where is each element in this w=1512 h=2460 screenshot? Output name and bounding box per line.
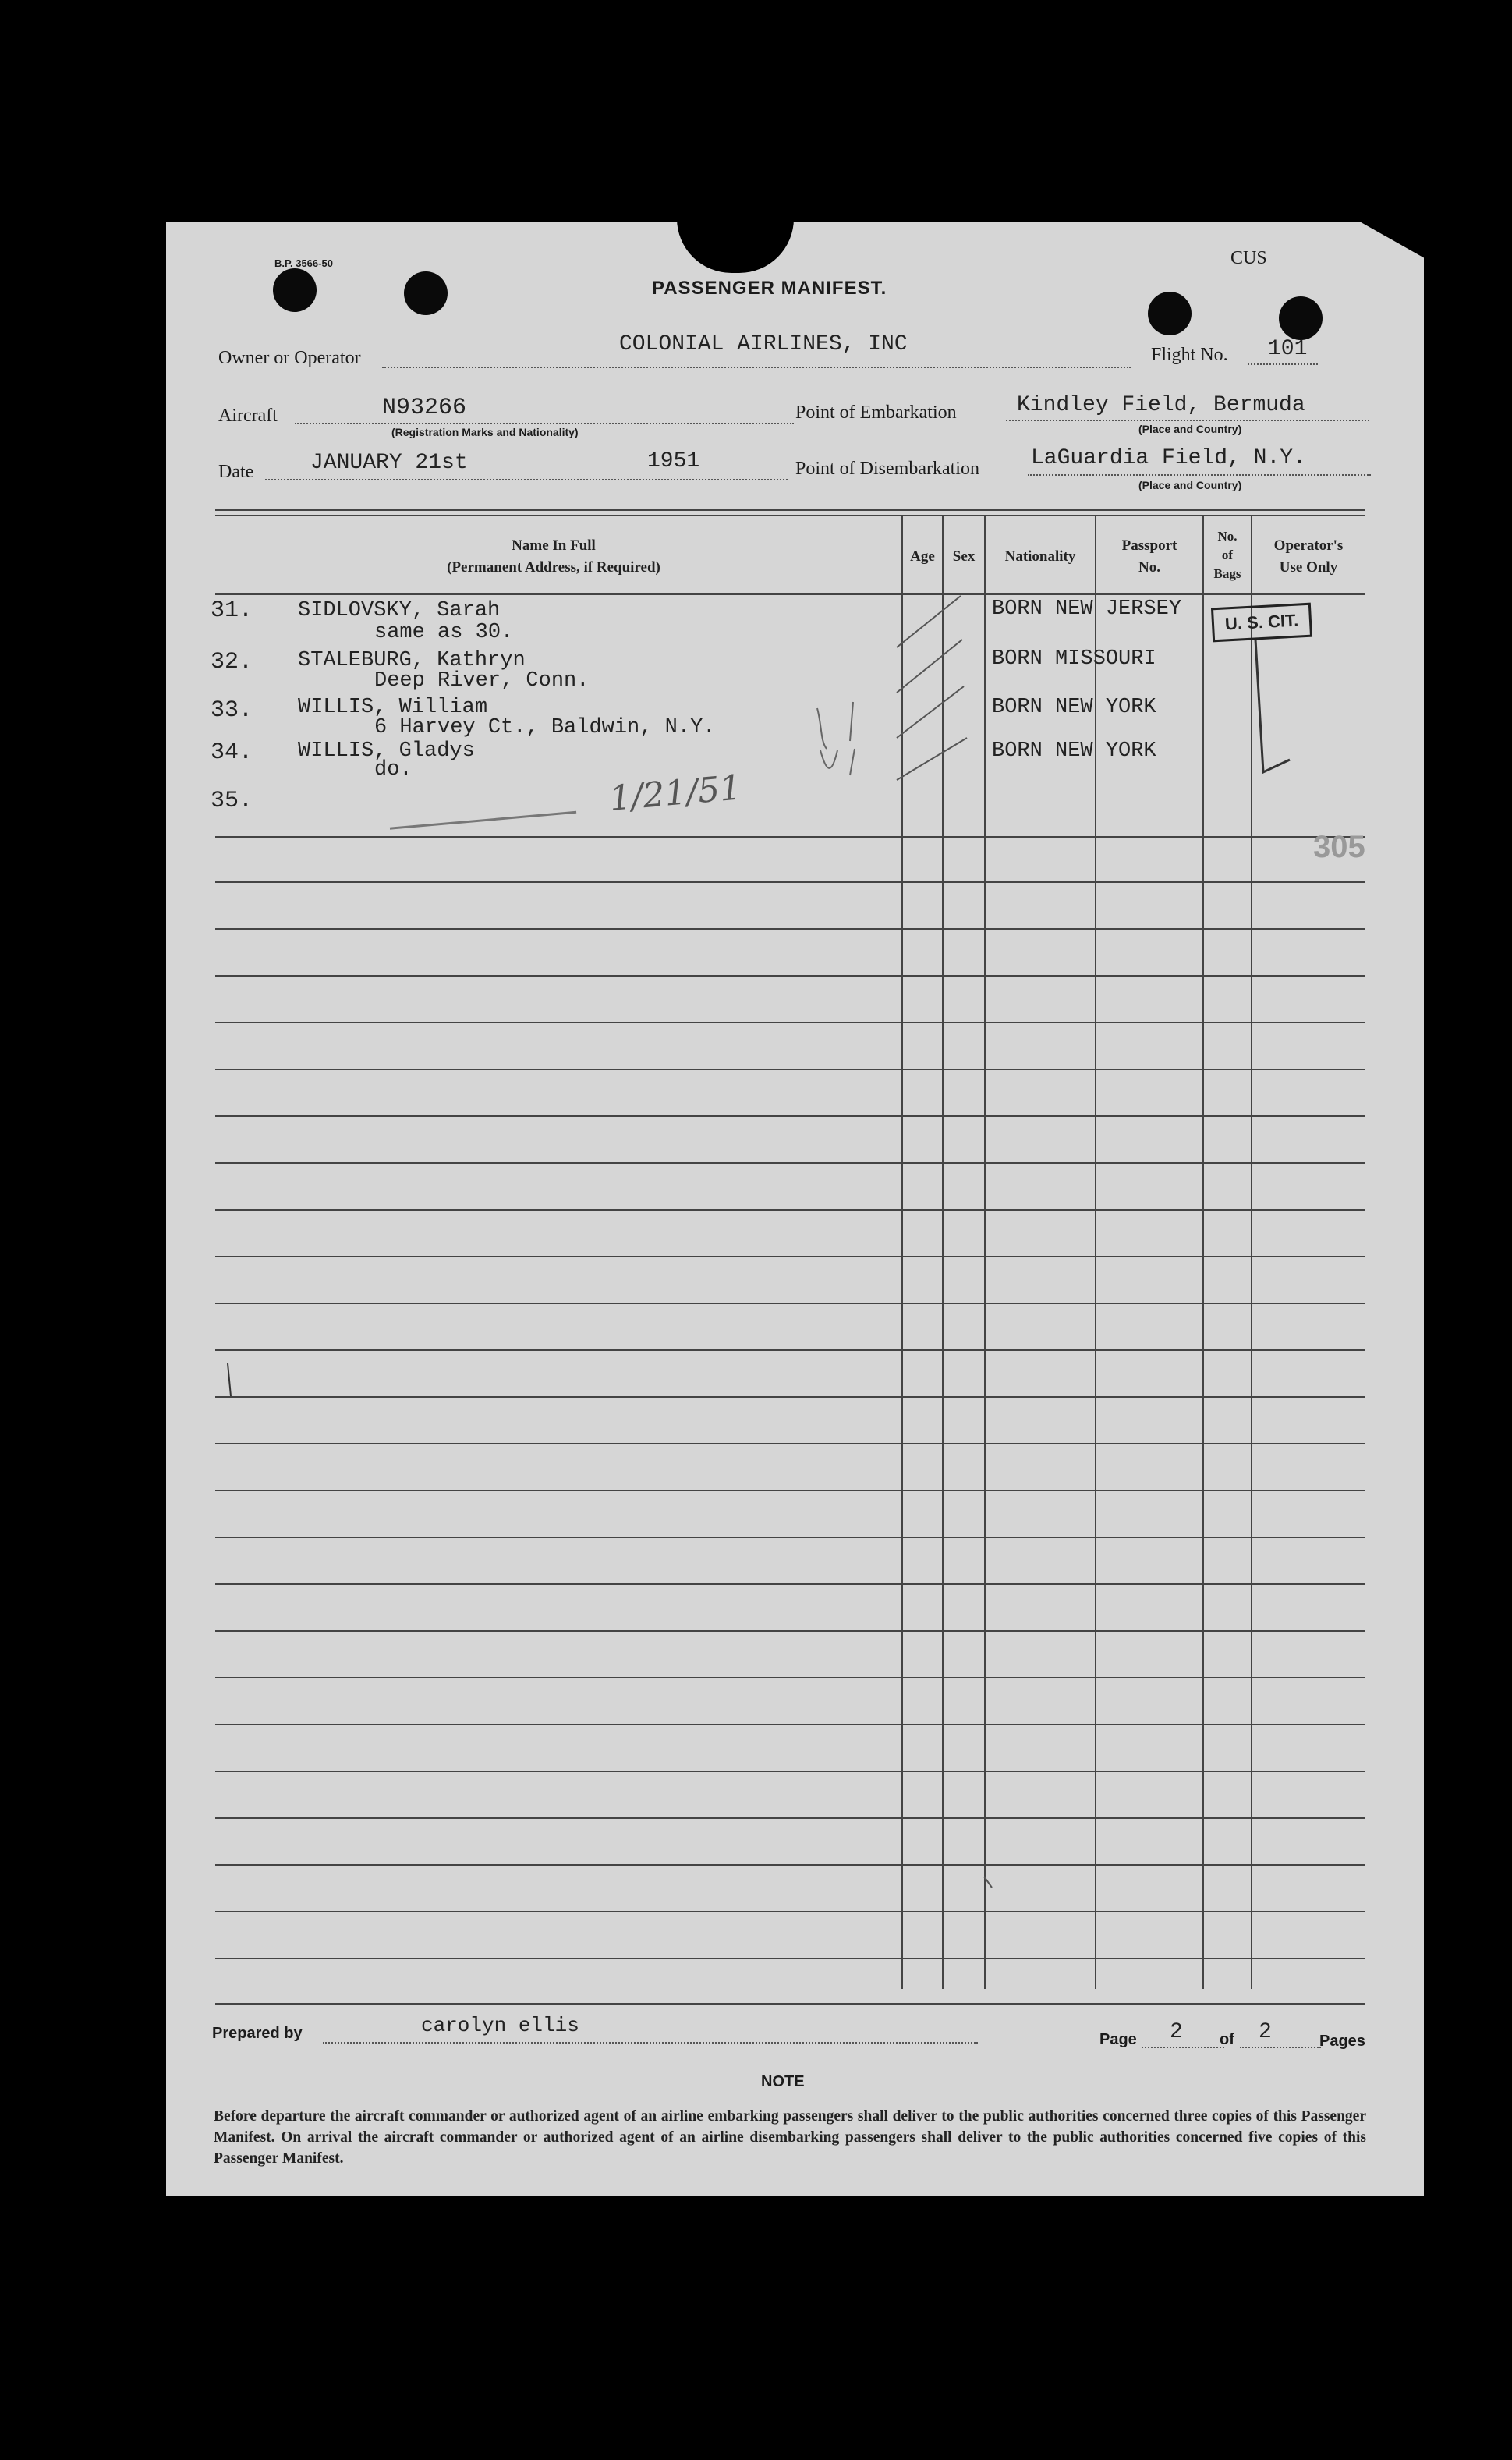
flight-label: Flight No. <box>1151 345 1228 365</box>
header-age: Age <box>910 548 935 565</box>
form-title: PASSENGER MANIFEST. <box>652 278 887 299</box>
row-number: 35. <box>211 788 253 814</box>
embark-label: Point of Embarkation <box>795 402 957 423</box>
passenger-nationality: BORN NEW YORK <box>992 696 1156 719</box>
date-label: Date <box>218 462 254 482</box>
prepared-line <box>323 2042 978 2044</box>
aircraft-value: N93266 <box>382 395 467 421</box>
passenger-address: same as 30. <box>374 621 514 644</box>
passenger-address: Deep River, Conn. <box>374 669 590 693</box>
page-label: Page <box>1099 2031 1137 2048</box>
side-number: 305 <box>1313 830 1365 864</box>
flight-value: 101 <box>1268 337 1308 361</box>
prepared-value: carolyn ellis <box>421 2014 579 2037</box>
row-number: 34. <box>211 739 253 766</box>
note-title: NOTE <box>761 2073 805 2090</box>
passenger-name: SIDLOVSKY, Sarah <box>298 599 501 622</box>
form-code: B.P. 3566-50 <box>274 257 333 269</box>
aircraft-sub: (Registration Marks and Nationality) <box>391 426 579 438</box>
note-text: Before departure the aircraft commander or authorized agent of an airline embarking passengers shall deliver to the public authorities concerned three copies of this Passenger Manifest. On arrival the aircraft commander or authorized agent of an airline disembarking passengers shall deliver to the public authorities concerned five copies of this Passenger Manifest. <box>214 2108 1366 2167</box>
date-value: JANUARY 21st <box>310 451 468 475</box>
passenger-name: WILLIS, Gladys <box>298 739 475 763</box>
header-bags: No. of Bags <box>1213 529 1241 581</box>
prepared-label: Prepared by <box>212 2025 303 2042</box>
embark-value: Kindley Field, Bermuda <box>1017 393 1305 417</box>
embark-sub: (Place and Country) <box>1138 423 1242 435</box>
page-line <box>1142 2047 1224 2048</box>
passenger-address: do. <box>374 758 413 782</box>
pages-label: Pages <box>1319 2033 1365 2050</box>
owner-value: COLONIAL AIRLINES, INC <box>619 332 908 356</box>
of-label: of <box>1220 2031 1234 2048</box>
disembark-label: Point of Disembarkation <box>795 459 979 479</box>
row-number: 31. <box>211 597 253 624</box>
row-number: 32. <box>211 649 253 675</box>
page-value: 2 <box>1170 2020 1183 2044</box>
passenger-address: 6 Harvey Ct., Baldwin, N.Y. <box>374 716 716 739</box>
corner-mark: CUS <box>1230 248 1267 268</box>
us-citizen-stamp: U. S. CIT. <box>1211 603 1312 643</box>
header-name: Name In Full (Permanent Address, if Required) <box>447 537 660 576</box>
row-number: 33. <box>211 697 253 724</box>
year-value: 1951 <box>647 449 700 473</box>
header-passport: Passport No. <box>1121 537 1177 576</box>
signature-mark <box>388 789 576 830</box>
passenger-nationality: BORN NEW JERSEY <box>992 597 1182 621</box>
header-nationality: Nationality <box>1004 548 1076 565</box>
passenger-name: WILLIS, William <box>298 696 488 719</box>
header-operator: Operator's Use Only <box>1273 537 1344 576</box>
aircraft-label: Aircraft <box>218 406 278 426</box>
signature-date: 1/21/51 <box>607 767 743 819</box>
disembark-value: LaGuardia Field, N.Y. <box>1031 446 1306 470</box>
header-sex: Sex <box>952 548 976 565</box>
passenger-name: STALEBURG, Kathryn <box>298 649 526 672</box>
owner-label: Owner or Operator <box>218 348 361 368</box>
passenger-nationality: BORN NEW YORK <box>992 739 1156 763</box>
disembark-sub: (Place and Country) <box>1138 479 1242 491</box>
passenger-nationality: BORN MISSOURI <box>992 647 1156 671</box>
of-line <box>1240 2047 1321 2048</box>
of-value: 2 <box>1259 2020 1272 2044</box>
